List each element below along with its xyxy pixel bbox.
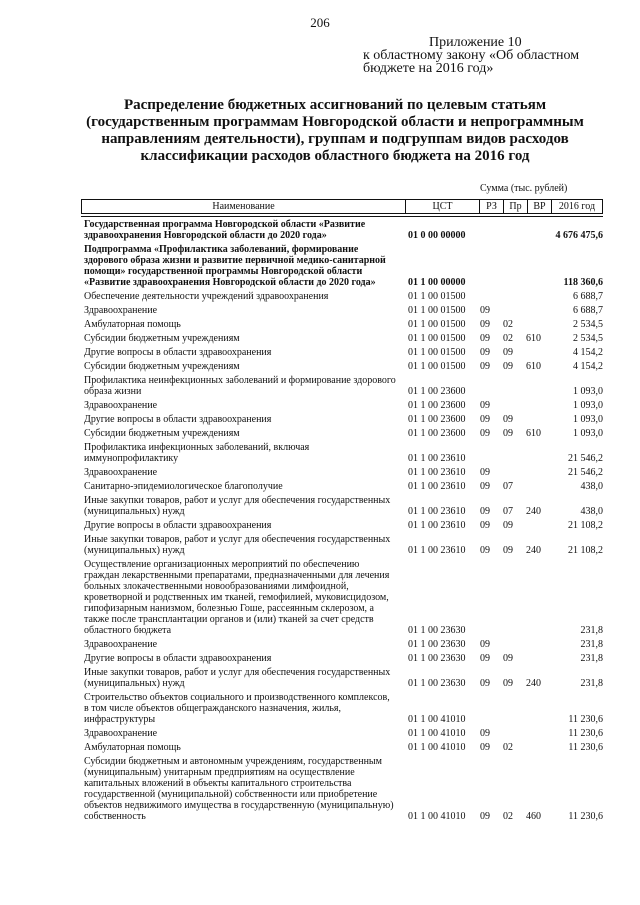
appendix-line-3: бюджете на 2016 год» [363, 61, 494, 76]
cell-sum: 438,0 [580, 481, 603, 492]
cell-cst: 01 1 00 01500 [408, 347, 466, 358]
cell-sum: 4 154,2 [573, 347, 603, 358]
table-row [81, 495, 603, 520]
cell-name: Осуществление организационных мероприятий по обеспечению граждан лекарственными препаратами, предназначенными для лечения больных злокачественными новообразованиями лимфоидной, кроветворной и родственных им тканей, гемофилией, муковисцидозом, гипофизарным нанизмом, болезнью Гоше, рассеянным склерозом, а также после трансплантации органов и (или) тканей за счет средств областного бюджета [84, 559, 390, 636]
cell-cst: 01 1 00 23630 [408, 639, 466, 650]
cell-name: Здравоохранение [84, 467, 158, 478]
cell-rz: 09 [480, 481, 490, 492]
table-row [81, 305, 603, 319]
cell-rz: 09 [480, 319, 490, 330]
cell-sum: 4 676 475,6 [555, 230, 603, 241]
table-row [81, 244, 603, 291]
cell-sum: 438,0 [580, 506, 603, 517]
cell-name: Профилактика неинфекционных заболеваний и формирование здорового образа жизни [84, 375, 396, 397]
table-row [81, 291, 603, 305]
header-cst: ЦСТ [405, 200, 479, 213]
table-row [81, 653, 603, 667]
cell-cst: 01 1 00 23610 [408, 467, 466, 478]
cell-pr: 07 [503, 506, 513, 517]
cell-name: Здравоохранение [84, 639, 158, 650]
cell-vr: 240 [526, 506, 541, 517]
cell-sum: 11 230,6 [568, 811, 603, 822]
cell-rz: 09 [480, 361, 490, 372]
cell-vr: 610 [526, 428, 541, 439]
cell-rz: 09 [480, 305, 490, 316]
cell-sum: 231,8 [580, 653, 603, 664]
cell-cst: 01 1 00 01500 [408, 291, 466, 302]
cell-cst: 01 1 00 23610 [408, 506, 466, 517]
cell-pr: 02 [503, 742, 513, 753]
cell-rz: 09 [480, 347, 490, 358]
cell-cst: 01 1 00 01500 [408, 319, 466, 330]
cell-pr: 09 [503, 347, 513, 358]
title-line-3: направлениям деятельности), группам и подгруппам видов расходов [101, 131, 569, 147]
cell-name: Амбулаторная помощь [84, 319, 181, 330]
cell-name: Здравоохранение [84, 400, 158, 411]
cell-sum: 6 688,7 [573, 305, 603, 316]
appendix-line-1: Приложение 10 [429, 35, 522, 50]
cell-rz: 09 [480, 742, 490, 753]
cell-cst: 01 1 00 23630 [408, 678, 466, 689]
cell-pr: 07 [503, 481, 513, 492]
cell-sum: 21 546,2 [568, 453, 603, 464]
cell-cst: 01 1 00 23600 [408, 414, 466, 425]
cell-name: Другие вопросы в области здравоохранения [84, 520, 272, 531]
cell-sum: 4 154,2 [573, 361, 603, 372]
cell-pr: 09 [503, 678, 513, 689]
table-row [81, 400, 603, 414]
title-line-1: Распределение бюджетных ассигнований по целевым статьям [123, 97, 547, 113]
cell-cst: 01 1 00 00000 [408, 277, 466, 288]
table-row [81, 467, 603, 481]
cell-name: Здравоохранение [84, 728, 158, 739]
cell-rz: 09 [480, 414, 490, 425]
cell-name: Профилактика инфекционных заболеваний, включая иммунопрофилактику [84, 442, 310, 464]
cell-sum: 1 093,0 [573, 386, 603, 397]
table-row [81, 481, 603, 495]
cell-sum: 11 230,6 [568, 742, 603, 753]
cell-rz: 09 [480, 545, 490, 556]
cell-cst: 01 1 00 41010 [408, 714, 466, 725]
cell-rz: 09 [480, 678, 490, 689]
cell-name: Субсидии бюджетным и автономным учреждениям, государственным (муниципальным) унитарным предприятиям на осуществление капитальных вложений в объекты капитального строительства государственной (муниципальной) собственности или приобретение объектов недвижимого имущества в государственную (муниципальную) собственность [84, 756, 394, 822]
cell-pr: 09 [503, 361, 513, 372]
appendix-line-2: к областному закону «Об областном [363, 48, 580, 63]
header-rz: РЗ [479, 200, 503, 213]
cell-rz: 09 [480, 639, 490, 650]
cell-name: Иные закупки товаров, работ и услуг для обеспечения государственных (муниципальных) нужд [84, 667, 391, 689]
document-title [75, 97, 595, 165]
table-row [81, 742, 603, 756]
header-pr: Пр [503, 200, 527, 213]
cell-sum: 2 534,5 [573, 319, 603, 330]
cell-vr: 610 [526, 333, 541, 344]
cell-name: Строительство объектов социального и производственного комплексов, в том числе объектов общегражданского назначения, жилья, инфраструктуры [84, 692, 390, 725]
table-body [81, 216, 603, 825]
cell-sum: 1 093,0 [573, 428, 603, 439]
title-line-2: (государственным программам Новгородской области и непрограммным [86, 114, 584, 130]
cell-name: Иные закупки товаров, работ и услуг для обеспечения государственных (муниципальных) нужд [84, 534, 391, 556]
cell-cst: 01 1 00 01500 [408, 333, 466, 344]
cell-rz: 09 [480, 333, 490, 344]
cell-rz: 09 [480, 520, 490, 531]
budget-table [81, 199, 603, 825]
cell-sum: 231,8 [580, 678, 603, 689]
cell-vr: 610 [526, 361, 541, 372]
cell-rz: 09 [480, 506, 490, 517]
cell-name: Субсидии бюджетным учреждениям [84, 333, 240, 344]
cell-name: Амбулаторная помощь [84, 742, 181, 753]
cell-pr: 09 [503, 428, 513, 439]
table-row [81, 361, 603, 375]
cell-sum: 118 360,6 [563, 277, 603, 288]
appendix-note [363, 36, 579, 75]
cell-cst: 01 1 00 23600 [408, 428, 466, 439]
cell-pr: 09 [503, 545, 513, 556]
table-row [81, 219, 603, 244]
cell-sum: 11 230,6 [568, 728, 603, 739]
cell-sum: 231,8 [580, 639, 603, 650]
cell-cst: 01 1 00 01500 [408, 305, 466, 316]
cell-rz: 09 [480, 728, 490, 739]
header-name: Наименование [212, 201, 275, 212]
cell-name: Здравоохранение [84, 305, 158, 316]
cell-name: Другие вопросы в области здравоохранения [84, 347, 272, 358]
cell-rz: 09 [480, 467, 490, 478]
table-row [81, 692, 603, 728]
cell-sum: 21 108,2 [568, 520, 603, 531]
cell-sum: 1 093,0 [573, 414, 603, 425]
header-year: 2016 год [551, 200, 602, 213]
table-row [81, 667, 603, 692]
cell-cst: 01 1 00 41010 [408, 742, 466, 753]
cell-pr: 02 [503, 333, 513, 344]
table-row [81, 375, 603, 400]
cell-rz: 09 [480, 653, 490, 664]
cell-cst: 01 1 00 23610 [408, 481, 466, 492]
cell-name: Подпрограмма «Профилактика заболеваний, формирование здорового образа жизни и развитие первичной медико-санитарной помощи» государственной программы Новгородской области «Развитие здравоохранения Новгородской области до 2020 года» [84, 244, 386, 288]
cell-cst: 01 1 00 23610 [408, 453, 466, 464]
table-header [81, 199, 603, 214]
header-vr: ВР [527, 200, 551, 213]
cell-rz: 09 [480, 811, 490, 822]
cell-name: Обеспечение деятельности учреждений здравоохранения [84, 291, 329, 302]
cell-cst: 01 1 00 23600 [408, 400, 466, 411]
table-row [81, 414, 603, 428]
page-number: 206 [310, 15, 330, 30]
cell-cst: 01 1 00 41010 [408, 811, 466, 822]
cell-pr: 02 [503, 319, 513, 330]
cell-rz: 09 [480, 428, 490, 439]
cell-name: Другие вопросы в области здравоохранения [84, 653, 272, 664]
cell-cst: 01 1 00 23610 [408, 520, 466, 531]
cell-sum: 231,8 [580, 625, 603, 636]
table-row [81, 728, 603, 742]
cell-vr: 240 [526, 545, 541, 556]
cell-cst: 01 1 00 23630 [408, 625, 466, 636]
cell-sum: 21 108,2 [568, 545, 603, 556]
table-row [81, 428, 603, 442]
cell-name: Государственная программа Новгородской области «Развитие здравоохранения Новгородской области до 2020 года» [84, 219, 366, 241]
cell-cst: 01 1 00 23600 [408, 386, 466, 397]
cell-cst: 01 0 00 00000 [408, 230, 466, 241]
cell-vr: 460 [526, 811, 541, 822]
cell-name: Иные закупки товаров, работ и услуг для обеспечения государственных (муниципальных) нужд [84, 495, 391, 517]
table-row [81, 534, 603, 559]
table-row [81, 442, 603, 467]
cell-cst: 01 1 00 23610 [408, 545, 466, 556]
cell-vr: 240 [526, 678, 541, 689]
cell-name: Другие вопросы в области здравоохранения [84, 414, 272, 425]
units-note: Сумма (тыс. рублей) [480, 183, 568, 194]
table-row [81, 319, 603, 333]
cell-sum: 11 230,6 [568, 714, 603, 725]
cell-cst: 01 1 00 01500 [408, 361, 466, 372]
cell-name: Субсидии бюджетным учреждениям [84, 361, 240, 372]
cell-cst: 01 1 00 23630 [408, 653, 466, 664]
cell-name: Субсидии бюджетным учреждениям [84, 428, 240, 439]
cell-sum: 6 688,7 [573, 291, 603, 302]
cell-sum: 1 093,0 [573, 400, 603, 411]
cell-sum: 2 534,5 [573, 333, 603, 344]
cell-pr: 02 [503, 811, 513, 822]
table-row [81, 520, 603, 534]
table-row [81, 559, 603, 639]
title-line-4: классификации расходов областного бюджета на 2016 год [140, 148, 530, 164]
table-row [81, 756, 603, 825]
cell-name: Санитарно-эпидемиологическое благополучие [84, 481, 283, 492]
table-row [81, 639, 603, 653]
cell-pr: 09 [503, 520, 513, 531]
cell-pr: 09 [503, 653, 513, 664]
cell-sum: 21 546,2 [568, 467, 603, 478]
cell-cst: 01 1 00 41010 [408, 728, 466, 739]
table-row [81, 347, 603, 361]
table-row [81, 333, 603, 347]
cell-pr: 09 [503, 414, 513, 425]
cell-rz: 09 [480, 400, 490, 411]
